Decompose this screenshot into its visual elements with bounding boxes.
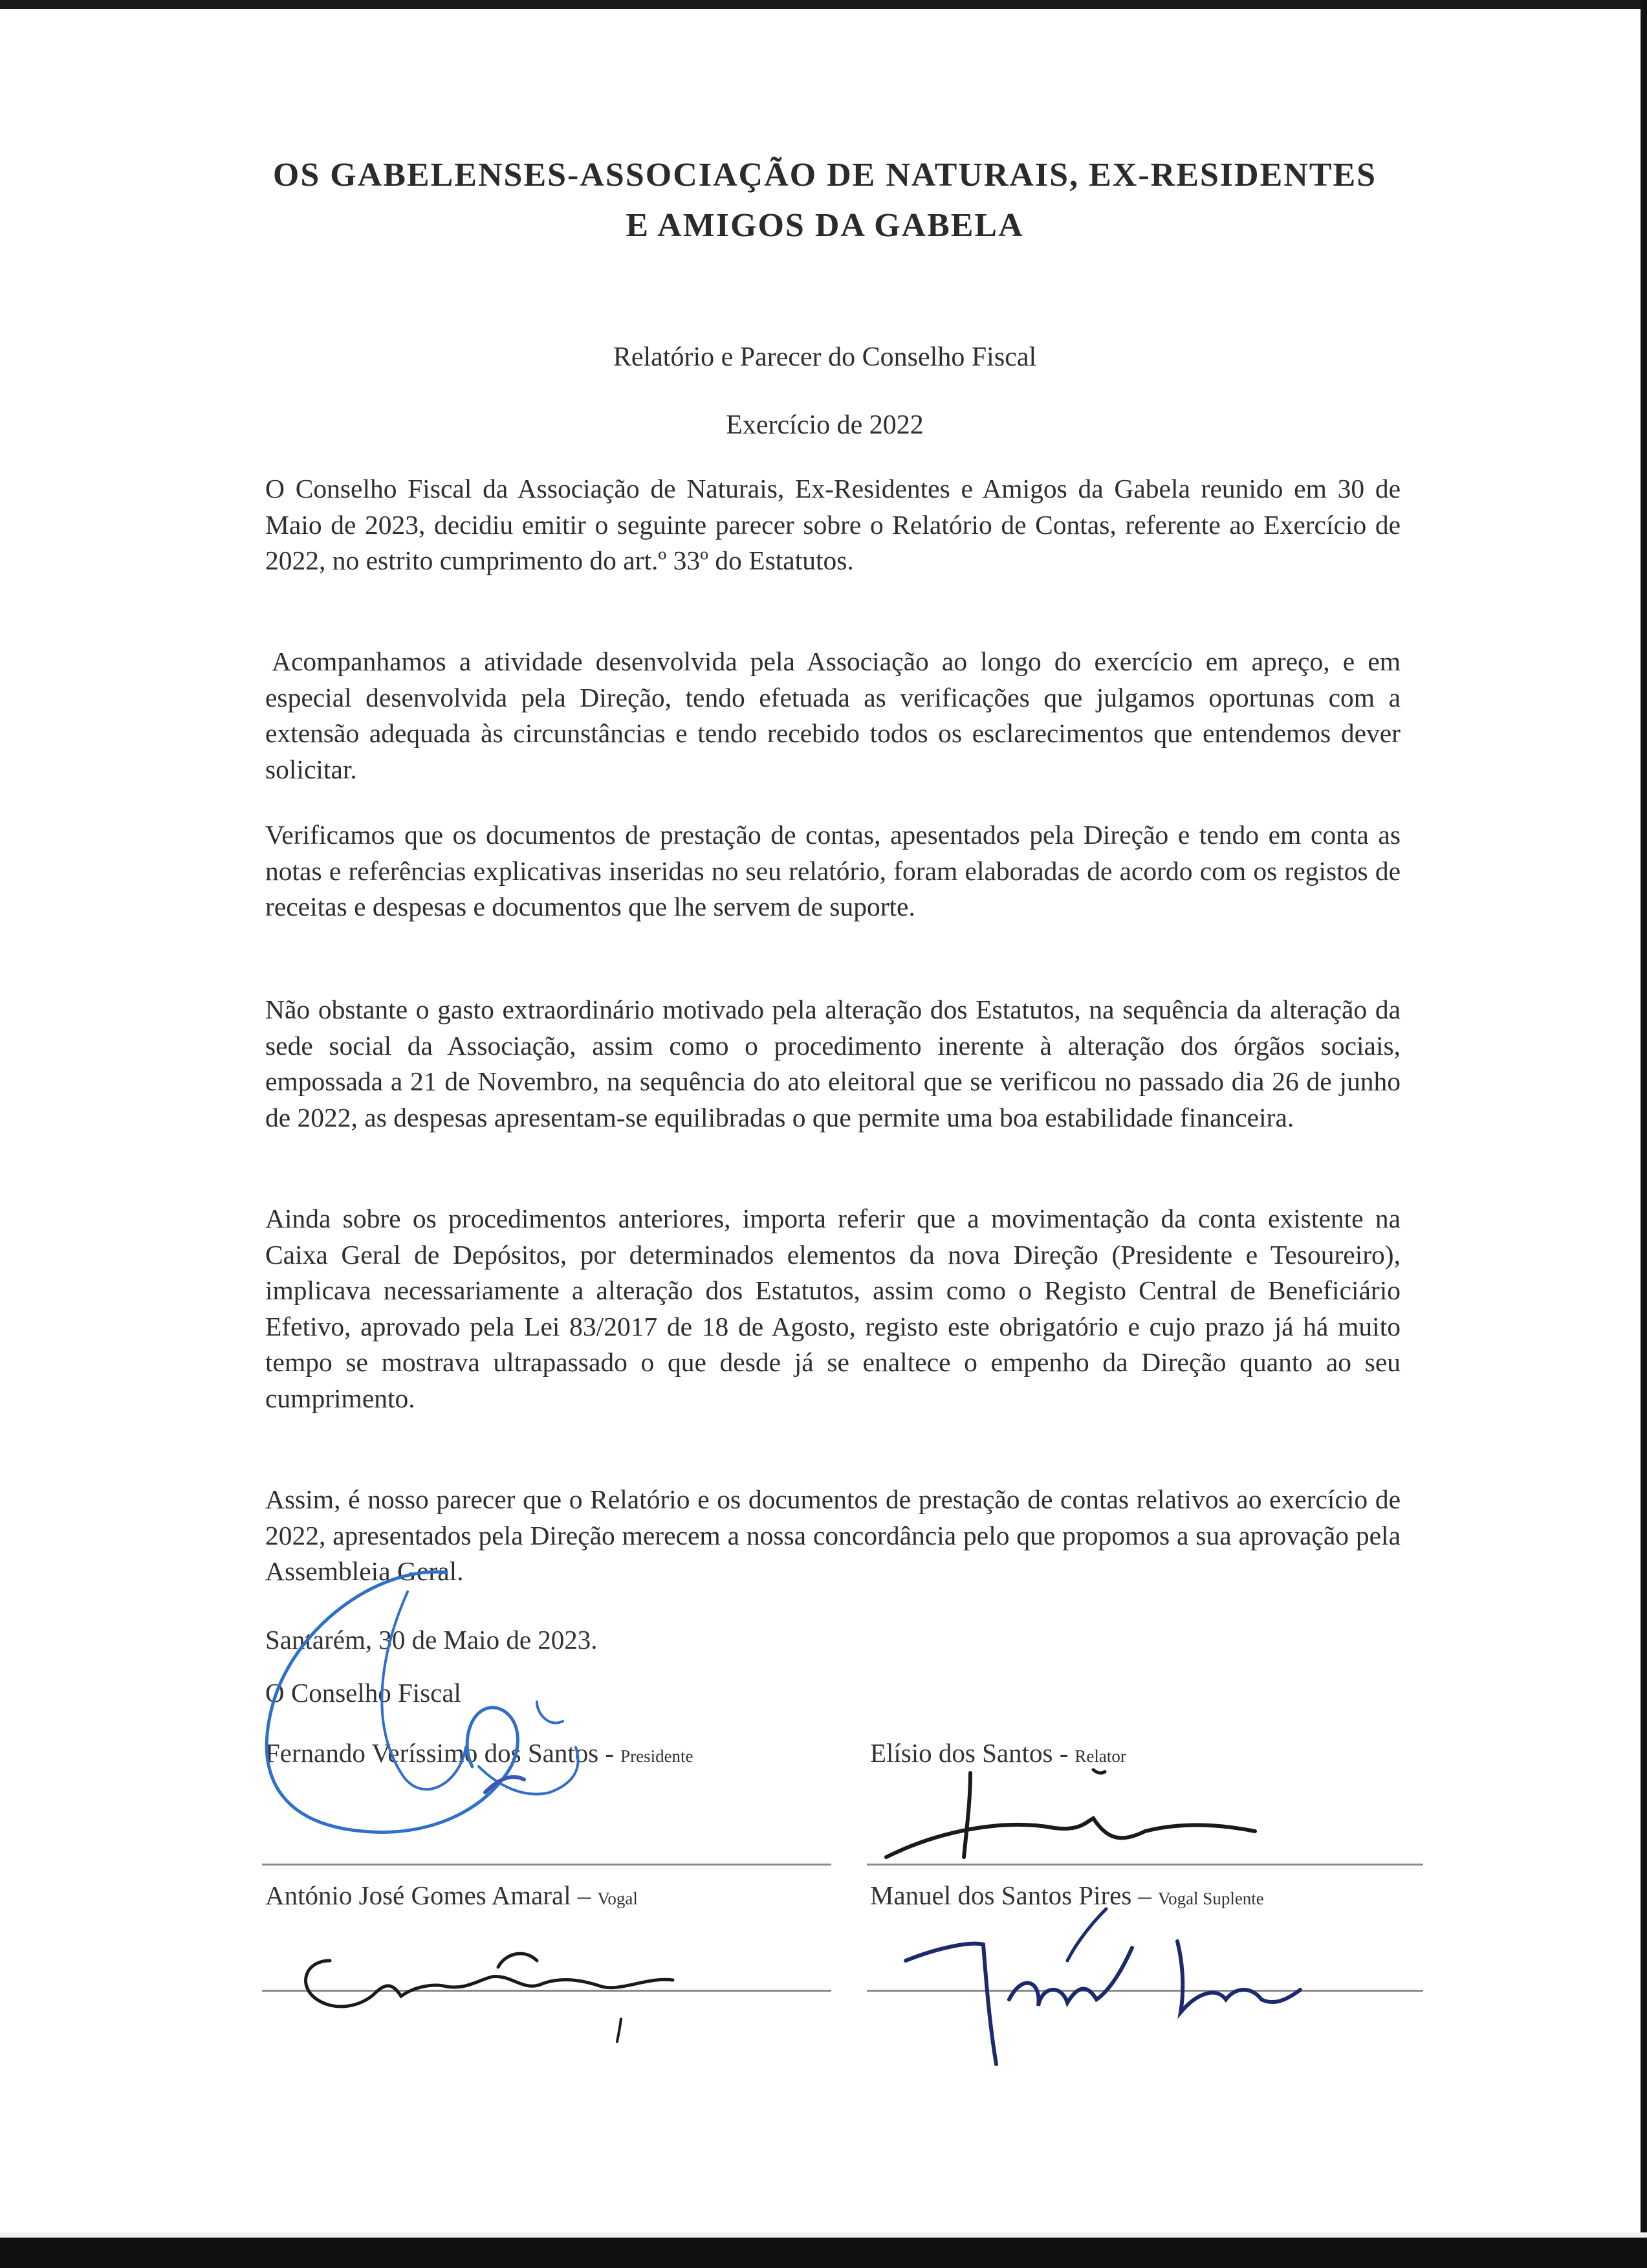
vogal-suplente-signature-ink bbox=[873, 1870, 1326, 2071]
place-date: Santarém, 30 de Maio de 2023. bbox=[265, 1625, 598, 1655]
paragraph-expenses: Não obstante o gasto extraordinário motivado pela alteração dos Estatutos, na sequência da alteração da sede social da Associação, assim como o procedimento inerente à alteração dos órgãos sociais, empossada a 21 de Novembro, na sequência do ato eleitoral que se verificou no passado dia 26 de junho de 2022, as despesas apresentam-se equilibradas o que permite uma boa estabilidade financeira. bbox=[265, 995, 1401, 1132]
signatory-role: Presidente bbox=[620, 1746, 693, 1766]
scan-edge-bottom bbox=[0, 2232, 1647, 2268]
council-label: O Conselho Fiscal bbox=[265, 1678, 461, 1708]
signatory-name: Manuel dos Santos Pires – bbox=[870, 1880, 1152, 1910]
scan-edge-top bbox=[0, 0, 1647, 9]
scan-edge-bottom-inner bbox=[0, 2232, 1647, 2238]
relator-signature-ink bbox=[860, 1747, 1313, 1877]
signatory-name: António José Gomes Amaral – bbox=[265, 1880, 591, 1910]
paragraph-procedures: Ainda sobre os procedimentos anteriores, importa referir que a movimentação da conta existente na Caixa Geral de Depósitos, por determinados elementos da nova Direção (Presidente e Tesoureiro), implicava necessariamente a alteração dos Estatutos, assim como o Registo Central de Beneficiário Efetivo, aprovado pela Lei 83/2017 de 18 de Agosto, registo este obrigatório e cujo prazo já há muito tempo se mostrava ultrapassado o que desde já se enaltece o empenho da Direção quanto ao seu cumprimento. bbox=[265, 1204, 1401, 1413]
paragraph-activity: Acompanhamos a atividade desenvolvida pela Associação ao longo do exercício em apreço, e em especial desenvolvida pela Direção, tendo efetuada as verificações que julgamos oportunas com a extensão adequada às circunstâncias e tendo recebido todos os esclarecimentos que entendemos dever solicitar. bbox=[265, 646, 1401, 784]
report-title: Relatório e Parecer do Conselho Fiscal bbox=[613, 342, 1037, 372]
paragraph-opinion: Assim, é nosso parecer que o Relatório e os documentos de prestação de contas relativos ao exercício de 2022, apresentados pela Direção merecem a nossa concordância pelo que propomos a sua aprovação pela Assembleia Geral. bbox=[265, 1484, 1401, 1586]
signatory-name: Fernando Veríssimo dos Santos - bbox=[265, 1738, 615, 1768]
signatory-role: Relator bbox=[1074, 1746, 1126, 1766]
fiscal-year: Exercício de 2022 bbox=[726, 410, 924, 440]
signatory-name: Elísio dos Santos - bbox=[870, 1738, 1069, 1768]
paragraph-documents: Verificamos que os documentos de prestação de contas, apesentados pela Direção e tendo em conta as notas e referências explicativas inseridas no seu relatório, foram elaboradas de acordo com os registos de receitas e despesas e documentos que lhe servem de suporte. bbox=[265, 820, 1401, 921]
president-signature-ink bbox=[213, 1553, 679, 1889]
vogal-signature-ink bbox=[285, 1915, 699, 2045]
scan-edge-right bbox=[1641, 0, 1647, 2268]
signatory-role: Vogal Suplente bbox=[1158, 1889, 1264, 1908]
paragraph-meeting: O Conselho Fiscal da Associação de Naturais, Ex-Residentes e Amigos da Gabela reunido em 30 de Maio de 2023, decidiu emitir o seguinte parecer sobre o Relatório de Contas, referente ao Exercício de 2022, no estrito cumprimento do art.º 33º do Estatutos. bbox=[265, 474, 1401, 575]
signatory-role: Vogal bbox=[597, 1889, 638, 1908]
document-title: OS GABELENSES-ASSOCIAÇÃO DE NATURAIS, EX-RESIDENTES E AMIGOS DA GABELA bbox=[272, 157, 1377, 244]
